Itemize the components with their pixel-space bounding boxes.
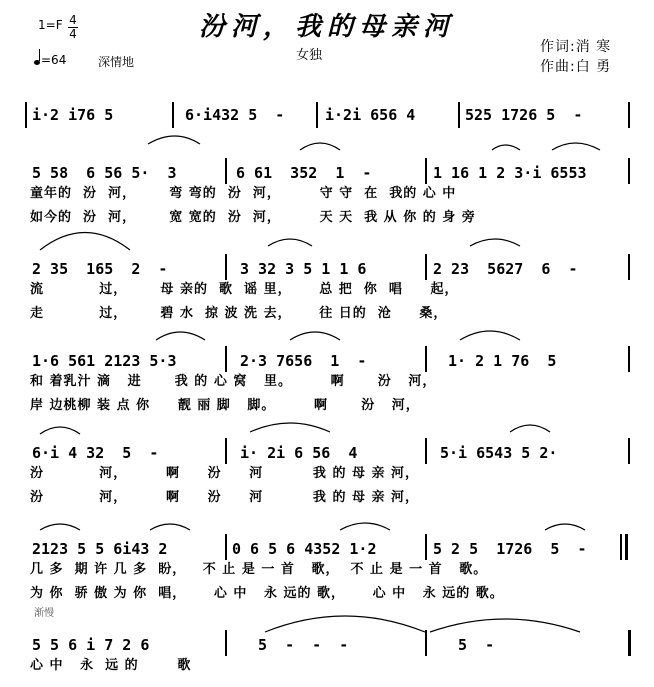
slur — [268, 239, 312, 246]
barline — [628, 346, 630, 372]
barline — [316, 102, 318, 128]
slur — [265, 616, 425, 632]
slur — [156, 332, 205, 340]
notes-measure: 5 - - - — [258, 636, 349, 654]
time-denominator: 4 — [69, 27, 77, 41]
expression-marking: 深情地 — [98, 55, 135, 69]
slur — [290, 332, 340, 340]
slur — [470, 239, 520, 246]
notes-measure: 5 - — [458, 636, 495, 654]
notes-measure: 6 61 352 1 - — [236, 164, 372, 182]
slur — [340, 523, 390, 530]
lyrics-verse-2: 走 过， 碧 水 掠 波 洗 去， 往 日的 沧 桑， — [30, 306, 448, 321]
barline — [628, 254, 630, 280]
barline — [425, 438, 427, 464]
barline — [225, 346, 227, 372]
lyrics-verse-1: 和 着乳汁 滴 进 我 的 心 窝 里。 啊 汾 河， — [30, 374, 437, 389]
notes-measure: 2123 5 5 6i43 2 — [32, 540, 168, 558]
lyrics-verse-1: 几 多 期 许 几 多 盼， 不 止 是 一 首 歌， 不 止 是 一 首 歌。 — [30, 562, 488, 577]
lyrics-verse-1: 心 中 永 远 的 歌 — [30, 658, 192, 673]
barline — [425, 254, 427, 280]
notes-measure: 2 23 5627 6 - — [433, 260, 578, 278]
composer-credit: 作曲:白 勇 — [540, 59, 612, 75]
notes-measure: 1· 2 1 76 5 — [448, 352, 557, 370]
notes-measure: i·2i 656 4 — [325, 106, 416, 124]
barline — [458, 102, 460, 128]
barline — [425, 158, 427, 184]
lyrics-verse-2: 岸 边桃柳 装 点 你 靓 丽 脚 脚。 啊 汾 河， — [30, 398, 420, 413]
slur — [148, 136, 200, 144]
notes-measure: i· 2i 6 56 4 — [240, 444, 358, 462]
notes-measure: 1·6 561 2123 5·3 — [32, 352, 177, 370]
notes-measure: 6·i432 5 - — [185, 106, 285, 124]
notes-measure: 5 2 5 1726 5 - — [433, 540, 587, 558]
barline — [628, 158, 630, 184]
barline — [628, 438, 630, 464]
barline — [425, 630, 427, 656]
barline — [628, 102, 630, 128]
barline — [225, 254, 227, 280]
ritardando-hint: 渐慢 — [34, 608, 54, 619]
notes-measure: 5 58 6 56 5· 3 — [32, 164, 177, 182]
notes-measure: i·2 i76 5 — [32, 106, 114, 124]
notes-measure: 3 32 3 5 1 1 6 — [240, 260, 367, 278]
barline — [25, 102, 27, 128]
slur — [40, 524, 80, 530]
tempo-value: =64 — [41, 53, 67, 67]
slur — [492, 145, 520, 150]
notes-measure: 2·3 7656 1 - — [240, 352, 367, 370]
quarter-note-icon — [34, 60, 40, 65]
slur — [552, 143, 600, 150]
lyrics-verse-2: 汾 河， 啊 汾 河 我 的 母 亲 河， — [30, 490, 420, 505]
lyrics-verse-1: 流 过， 母 亲的 歌 谣 里， 总 把 你 唱 起， — [30, 282, 459, 297]
slur — [150, 524, 190, 530]
barline — [225, 630, 227, 656]
slur — [510, 425, 550, 432]
lyrics-verse-2: 如今的 汾 河， 宽 宽的 汾 河， 天 天 我 从 你 的 身 旁 — [30, 210, 476, 225]
slur — [545, 524, 585, 530]
notes-measure: 5·i 6543 5 2· — [440, 444, 558, 462]
barline — [172, 102, 174, 128]
time-numerator: 4 — [69, 13, 77, 27]
barline — [225, 534, 227, 560]
barline — [425, 346, 427, 372]
barline — [225, 158, 227, 184]
song-title: 汾河，我的母亲河 — [198, 12, 455, 42]
tempo-marking — [34, 53, 66, 67]
song-subtitle: 女独 — [296, 48, 323, 63]
slur — [40, 427, 80, 434]
lyrics-verse-2: 为 你 骄 傲 为 你 唱， 心 中 永 远的 歌， 心 中 永 远的 歌。 — [30, 586, 504, 601]
slur — [460, 331, 520, 340]
slur — [430, 619, 580, 632]
lyrics-verse-1: 汾 河， 啊 汾 河 我 的 母 亲 河， — [30, 466, 420, 481]
repeat-barline-thick — [625, 534, 628, 560]
slur — [250, 423, 330, 432]
notes-measure: 1 16 1 2 3·i 6553 — [433, 164, 587, 182]
notes-measure: 525 1726 5 - — [465, 106, 583, 124]
time-signature — [68, 14, 78, 41]
lyrics-verse-1: 童年的 汾 河， 弯 弯的 汾 河， 守 守 在 我的 心 中 — [30, 186, 457, 201]
repeat-barline-thin — [620, 534, 622, 560]
barline — [425, 534, 427, 560]
notes-measure: 6·i 4 32 5 - — [32, 444, 159, 462]
lyricist-credit: 作词:消 寒 — [540, 39, 612, 55]
barline — [225, 438, 227, 464]
final-barline — [628, 630, 631, 656]
notes-measure: 2 35 165 2 - — [32, 260, 168, 278]
slur — [40, 233, 130, 251]
slur — [300, 143, 340, 150]
notes-measure: 0 6 5 6 4352 1·2 — [232, 540, 377, 558]
notes-measure: 5 5 6 i 7 2 6 — [32, 636, 150, 654]
key-signature: 1=F — [38, 18, 63, 32]
